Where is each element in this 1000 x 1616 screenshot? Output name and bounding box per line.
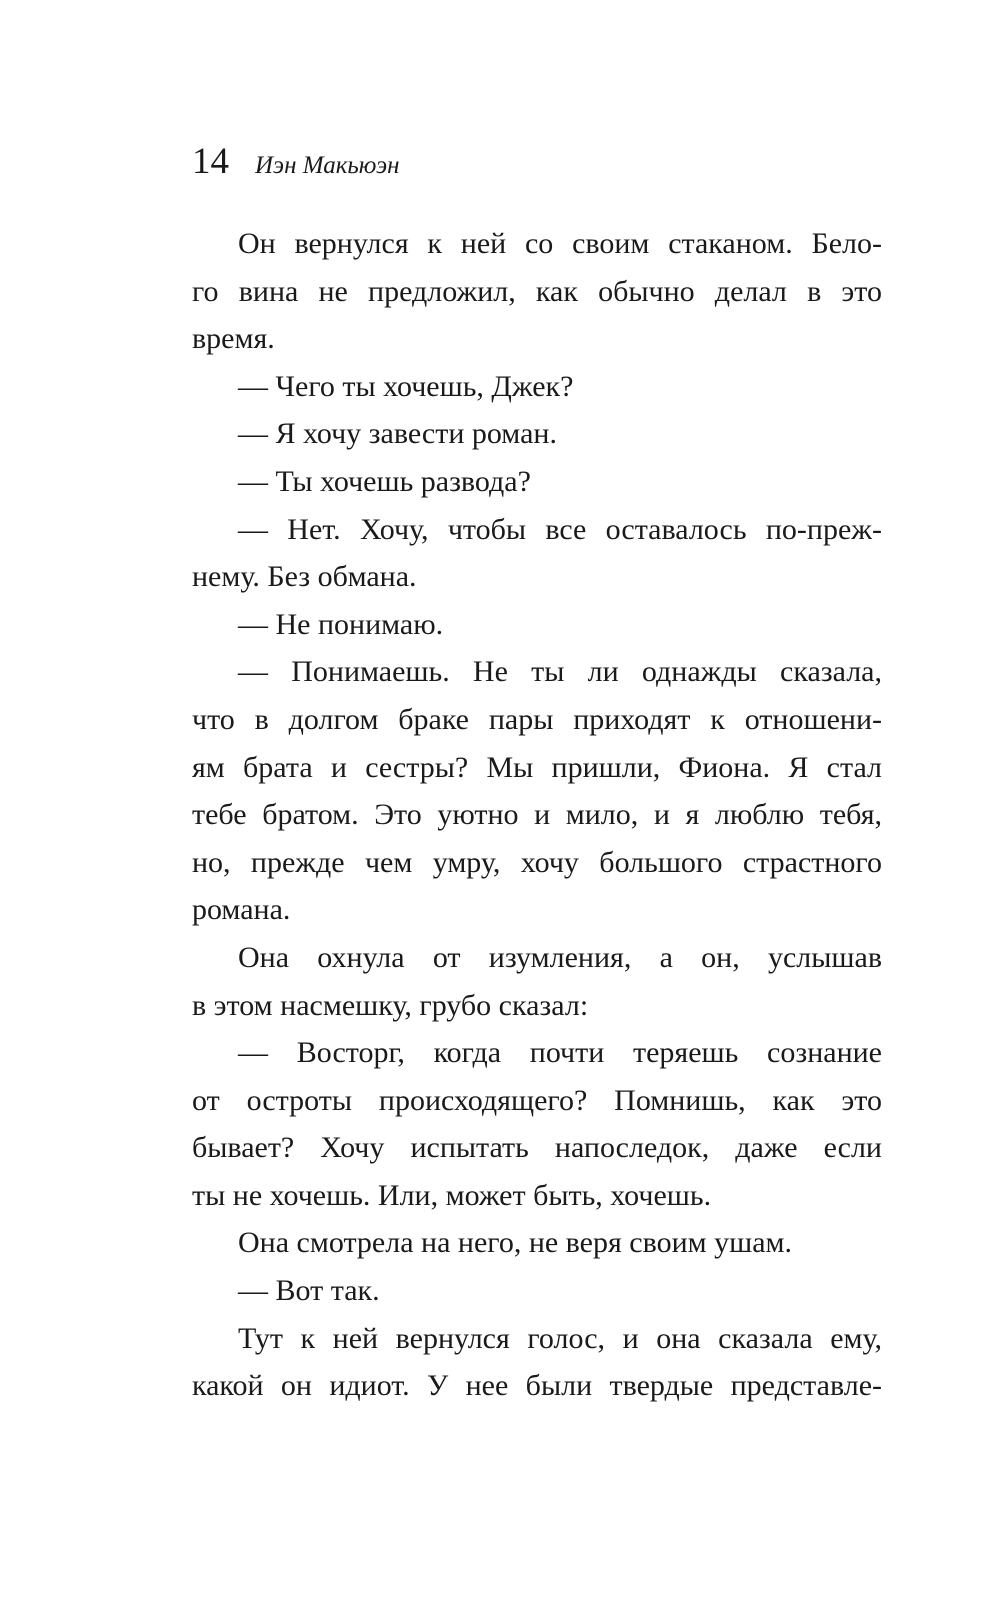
text-line: — Ты хочешь развода? (238, 464, 531, 498)
text-line: какой он идиот. У нее были твердые представле- (192, 1369, 882, 1403)
text-line: нему. Без обмана. (192, 560, 417, 594)
text-line: в этом насмешку, грубо сказал: (192, 988, 589, 1022)
text-line: — Я хочу завести роман. (238, 417, 557, 451)
text-line: тебе братом. Это уютно и мило, и я люблю тебя, (192, 798, 882, 832)
text-line: Она смотрела на него, не веря своим ушам. (238, 1226, 793, 1260)
author-name: Иэн Макьюэн (255, 152, 400, 179)
text-line: бывает? Хочу испытать напоследок, даже если (192, 1131, 882, 1165)
page-number: 14 (192, 141, 229, 182)
body-text (192, 220, 882, 1410)
running-head (192, 140, 882, 190)
text-line: романа. (192, 893, 291, 927)
text-line: — Нет. Хочу, чтобы все оставалось по-преж- (238, 512, 882, 546)
text-line: — Понимаешь. Не ты ли однажды сказала, (238, 655, 882, 689)
text-line: — Не понимаю. (238, 607, 444, 641)
text-line: — Вот так. (238, 1274, 380, 1308)
text-line: Он вернулся к ней со своим стаканом. Бело- (238, 227, 882, 260)
text-line: — Восторг, когда почти теряешь сознание (238, 1036, 882, 1070)
text-line: ты не хочешь. Или, может быть, хочешь. (192, 1178, 712, 1212)
text-line: но, прежде чем умру, хочу большого страстного (192, 845, 882, 879)
text-line: — Чего ты хочешь, Джек? (238, 369, 574, 403)
text-line: время. (192, 322, 275, 356)
text-line: ям брата и сестры? Мы пришли, Фиона. Я стал (192, 750, 882, 784)
text-line: Тут к ней вернулся голос, и она сказала ему, (238, 1321, 882, 1355)
text-line: что в долгом браке пары приходят к отношени- (192, 702, 882, 736)
text-line: го вина не предложил, как обычно делал в это (192, 274, 882, 308)
text-line: Она охнула от изумления, а он, услышав (238, 940, 882, 974)
text-line: от остроты происходящего? Помнишь, как это (192, 1083, 882, 1117)
